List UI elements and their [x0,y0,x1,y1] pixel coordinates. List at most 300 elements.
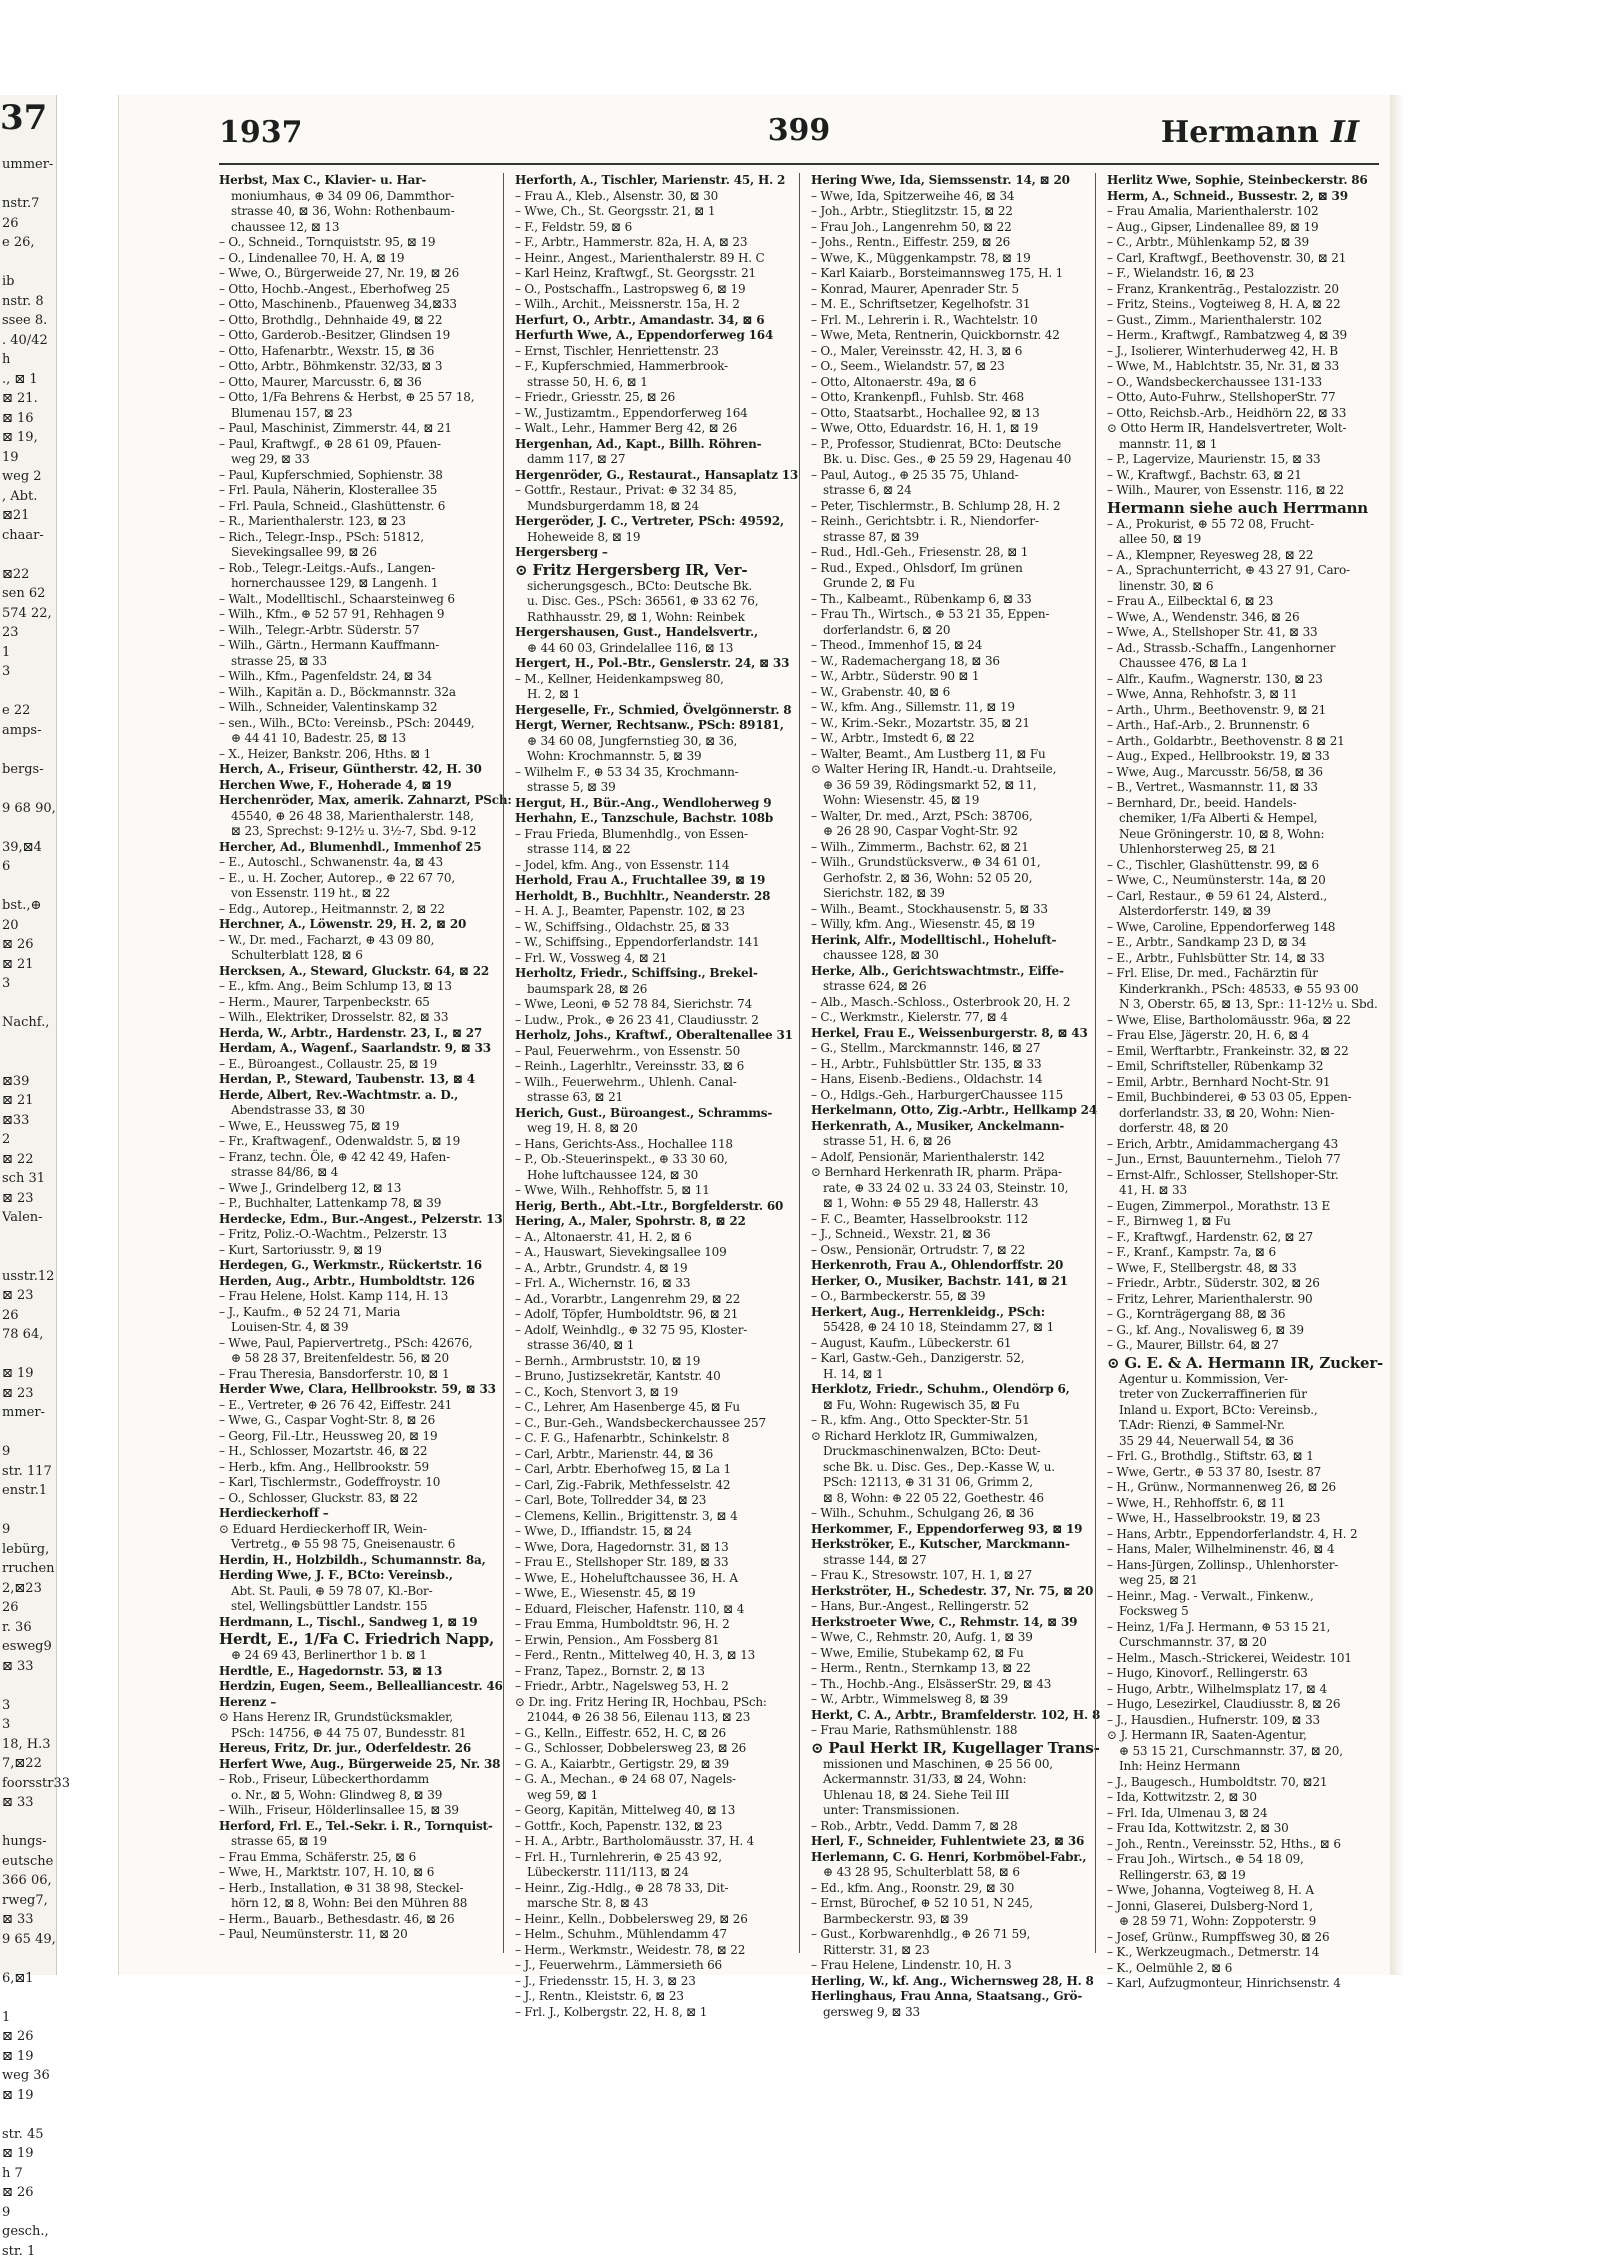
directory-entry: – Frl. W., Vossweg 4, ⊠ 21 [515,951,787,967]
directory-entry: – Rich., Telegr.-Insp., PSch: 51812, [219,530,491,546]
directory-entry: – Ernst-Alfr., Schlosser, Stellshoper-Str. [1107,1168,1379,1184]
directory-entry: – Aug., Exped., Hellbrookstr. 19, ⊠ 33 [1107,749,1379,765]
directory-entry-continuation: 35 29 44, Neuerwall 54, ⊠ 36 [1107,1434,1379,1450]
directory-entry: – Wwe, A., Wendenstr. 346, ⊠ 26 [1107,610,1379,626]
directory-entry: – Otto, Arbtr., Böhmkenstr. 32/33, ⊠ 3 [219,359,491,375]
directory-entry: Herkelmann, Otto, Zig.-Arbtr., Hellkamp 24 [811,1103,1083,1119]
directory-entry: – C., Arbtr., Mühlenkamp 52, ⊠ 39 [1107,235,1379,251]
directory-entry: Herholz, Johs., Kraftwf., Oberaltenallee 31 [515,1028,787,1044]
directory-entry-continuation: Focksweg 5 [1107,1604,1379,1620]
directory-entry-continuation: ⊠ Fu, Wohn: Rugewisch 35, ⊠ Fu [811,1398,1083,1414]
directory-entry-continuation: Gerhofstr. 2, ⊠ 36, Wohn: 52 05 20, [811,871,1083,887]
directory-entry-continuation: Wohn: Krochmannstr. 5, ⊠ 39 [515,749,787,765]
previous-page-line: 9 [0,2203,56,2223]
directory-entry: – Walt., Lehr., Hammer Berg 42, ⊠ 26 [515,421,787,437]
directory-entry: – W., Krim.-Sekr., Mozartstr. 35, ⊠ 21 [811,716,1083,732]
directory-entry: – J., Friedensstr. 15, H. 3, ⊠ 23 [515,1974,787,1990]
directory-entry: Hergut, H., Bür.-Ang., Wendloherweg 9 [515,796,787,812]
directory-entry: Herling, W., kf. Ang., Wichernsweg 28, H. 8 [811,1974,1083,1990]
directory-entry: – O., Barmbeckerstr. 55, ⊠ 39 [811,1289,1083,1305]
directory-entry-continuation: u. Disc. Ges., PSch: 36561, ⊕ 33 62 76, [515,594,787,610]
directory-entry: Hereus, Fritz, Dr. jur., Oderfeldestr. 26 [219,1741,491,1757]
directory-entry-continuation: sicherungsgesch., BCto: Deutsche Bk. [515,579,787,595]
directory-entry: – Frau Theresia, Bansdorferstr. 10, ⊠ 1 [219,1367,491,1383]
directory-entry: – Ed., kfm. Ang., Roonstr. 29, ⊠ 30 [811,1881,1083,1897]
directory-entry: – Rud., Hdl.-Geh., Friesenstr. 28, ⊠ 1 [811,545,1083,561]
directory-entry-continuation: ⊕ 58 28 37, Breitenfeldestr. 56, ⊠ 20 [219,1351,491,1367]
directory-entry: – E., Arbtr., Sandkamp 23 D, ⊠ 34 [1107,935,1379,951]
directory-entry: – P., Professor, Studienrat, BCto: Deutsche [811,437,1083,453]
directory-entry-continuation: Rellingerstr. 63, ⊠ 19 [1107,1868,1379,1884]
directory-entry: – Wilh., Feuerwehrm., Uhlenh. Canal- [515,1075,787,1091]
previous-page-line: Nachf., [0,1013,56,1033]
directory-entry: Herm, A., Schneid., Bussestr. 2, ⊠ 39 [1107,189,1379,205]
directory-entry: – K., Oelmühle 2, ⊠ 6 [1107,1961,1379,1977]
directory-entry: – Frau Th., Wirtsch., ⊕ 53 21 35, Eppen- [811,607,1083,623]
previous-page-line [0,1345,56,1365]
directory-entry: Hermann siehe auch Herrmann [1107,499,1379,517]
directory-entry-continuation: ⊕ 28 59 71, Wohn: Zoppoterstr. 9 [1107,1914,1379,1930]
directory-entry: – Wilh., Grundstücksverw., ⊕ 34 61 01, [811,855,1083,871]
previous-page-line [0,2105,56,2125]
directory-entry: Hergenröder, G., Restaurat., Hansaplatz 13 [515,468,787,484]
directory-entry: – F., Kraftwgf., Hardenstr. 62, ⊠ 27 [1107,1230,1379,1246]
directory-entry: – Frau Marie, Rathsmühlenstr. 188 [811,1723,1083,1739]
directory-entry-continuation: Wohn: Wiesenstr. 45, ⊠ 19 [811,793,1083,809]
previous-page-line: ⊠ 21. [0,389,56,409]
directory-entry-continuation: marsche Str. 8, ⊠ 43 [515,1896,787,1912]
directory-entry: – O., Schneid., Tornquiststr. 95, ⊠ 19 [219,235,491,251]
directory-entry: Herkstroeter Wwe, C., Rehmstr. 14, ⊠ 39 [811,1615,1083,1631]
directory-entry: – Carl, Zig.-Fabrik, Methfesselstr. 42 [515,1478,787,1494]
directory-entry-continuation: strasse 84/86, ⊠ 4 [219,1165,491,1181]
previous-page-line: ., ⊠ 1 [0,370,56,390]
directory-entry-continuation: Hoheweide 8, ⊠ 19 [515,530,787,546]
directory-entry: – Bernh., Armbruststr. 10, ⊠ 19 [515,1354,787,1370]
directory-entry: – Hans-Jürgen, Zollinsp., Uhlenhorster- [1107,1558,1379,1574]
directory-entry: Herig, Berth., Abt.-Ltr., Borgfelderstr. 60 [515,1199,787,1215]
directory-entry: – Eugen, Zimmerpol., Morathstr. 13 E [1107,1199,1379,1215]
directory-entry-continuation: Inland u. Export, BCto: Vereinsb., [1107,1403,1379,1419]
directory-entry: – Frau Emma, Schäferstr. 25, ⊠ 6 [219,1850,491,1866]
directory-entry: – Friedr., Arbtr., Süderstr. 302, ⊠ 26 [1107,1276,1379,1292]
directory-entry-continuation: sche Bk. u. Disc. Ges., Dep.-Kasse W, u. [811,1460,1083,1476]
previous-page-line [0,740,56,760]
directory-entry: – Wilh., Friseur, Hölderlinsallee 15, ⊠ 39 [219,1803,491,1819]
previous-page-line: enstr.1 [0,1481,56,1501]
directory-entry: – Wwe, Caroline, Eppendorferweg 148 [1107,920,1379,936]
directory-entry-continuation: Abendstrasse 33, ⊠ 30 [219,1103,491,1119]
running-head [1161,115,1359,150]
directory-entry: – E., Autoschl., Schwanenstr. 4a, ⊠ 43 [219,855,491,871]
directory-entry: – Frl. Paula, Schneid., Glashüttenstr. 6 [219,499,491,515]
directory-entry: – Frl. A., Wichernstr. 16, ⊠ 33 [515,1276,787,1292]
directory-entry: – Ludw., Prok., ⊕ 26 23 41, Claudiusstr. 2 [515,1013,787,1029]
previous-page-line: 39,⊠4 [0,838,56,858]
previous-page-line: ⊠21 [0,506,56,526]
directory-entry: – Joh., Arbtr., Stieglitzstr. 15, ⊠ 22 [811,204,1083,220]
directory-entry: – Otto, Altonaerstr. 49a, ⊠ 6 [811,375,1083,391]
directory-entry-continuation: 21044, ⊕ 26 38 56, Eilenau 113, ⊠ 23 [515,1710,787,1726]
directory-entry: – Wilh., Zimmerm., Bachstr. 62, ⊠ 21 [811,840,1083,856]
previous-page-line: ⊠ 19 [0,1364,56,1384]
directory-entry: Herder Wwe, Clara, Hellbrookstr. 59, ⊠ 33 [219,1382,491,1398]
previous-page-line [0,1228,56,1248]
directory-entry: – H. A., Arbtr., Bartholomäusstr. 37, H. 4 [515,1834,787,1850]
directory-entry-continuation: moniumhaus, ⊕ 34 09 06, Dammthor- [219,189,491,205]
directory-entry: – O., Wandsbeckerchaussee 131-133 [1107,375,1379,391]
directory-entry: Herdam, A., Wagenf., Saarlandstr. 9, ⊠ 33 [219,1041,491,1057]
directory-entry: – Rob., Telegr.-Leitgs.-Aufs., Langen- [219,561,491,577]
directory-entry: – Ad., Strassb.-Schaffn., Langenhorner [1107,641,1379,657]
directory-entry: – Paul, Autog., ⊕ 25 35 75, Uhland- [811,468,1083,484]
directory-entry-continuation: o. Nr., ⊠ 5, Wohn: Glindweg 8, ⊠ 39 [219,1788,491,1804]
previous-page-line: 26 [0,1306,56,1326]
directory-entry: – Helm., Masch.-Strickerei, Weidestr. 101 [1107,1651,1379,1667]
directory-entry-continuation: ⊕ 44 60 03, Grindelallee 116, ⊠ 13 [515,641,787,657]
directory-entry: Hercher, Ad., Blumenhdl., Immenhof 25 [219,840,491,856]
directory-entry: – Wilh., Kfm., ⊕ 52 57 91, Rehhagen 9 [219,607,491,623]
directory-entry-continuation: PSch: 14756, ⊕ 44 75 07, Bundesstr. 81 [219,1726,491,1742]
directory-entry: – Gust., Zimm., Marienthalerstr. 102 [1107,313,1379,329]
directory-entry-continuation: weg 59, ⊠ 1 [515,1788,787,1804]
previous-page-line: 20 [0,916,56,936]
previous-page-line: sch 31 [0,1169,56,1189]
directory-entry: – Wwe, H., Marktstr. 107, H. 10, ⊠ 6 [219,1865,491,1881]
directory-entry: – Wilh., Maurer, von Essenstr. 116, ⊠ 22 [1107,483,1379,499]
directory-entry: – Wwe, A., Stellshoper Str. 41, ⊠ 33 [1107,625,1379,641]
directory-entry: – G. A., Mechan., ⊕ 24 68 07, Nagels- [515,1772,787,1788]
directory-entry: – Otto, Reichsb.-Arb., Heidhörn 22, ⊠ 33 [1107,406,1379,422]
directory-entry-continuation: ⊕ 26 28 90, Caspar Voght-Str. 92 [811,824,1083,840]
directory-entry: – P., Lagervize, Maurienstr. 15, ⊠ 33 [1107,452,1379,468]
directory-entry: Herenz – [219,1695,491,1711]
previous-page-line [0,994,56,1014]
directory-entry: – Jodel, kfm. Ang., von Essenstr. 114 [515,858,787,874]
directory-entry: – Ernst, Bürochef, ⊕ 52 10 51, N 245, [811,1896,1083,1912]
directory-entry-continuation: damm 117, ⊠ 27 [515,452,787,468]
directory-entry: – C., Tischler, Glashüttenstr. 99, ⊠ 6 [1107,858,1379,874]
directory-entry: – Frl. J., Kolbergstr. 22, H. 8, ⊠ 1 [515,2005,787,2021]
directory-entry-continuation: weg 25, ⊠ 21 [1107,1573,1379,1589]
directory-entry: – Wwe, H., Hasselbrookstr. 19, ⊠ 23 [1107,1511,1379,1527]
directory-entry: – A., Hauswart, Sievekingsallee 109 [515,1245,787,1261]
directory-entry-continuation: 41, H. ⊠ 33 [1107,1183,1379,1199]
directory-entry: – Paul, Neumünsterstr. 11, ⊠ 20 [219,1927,491,1943]
directory-entry: – Emil, Buchbinderei, ⊕ 53 03 05, Eppen- [1107,1090,1379,1106]
directory-entry: – Otto, Staatsarbt., Hochallee 92, ⊠ 13 [811,406,1083,422]
directory-entry: – F., Wielandstr. 16, ⊠ 23 [1107,266,1379,282]
directory-entry: – Arth., Haf.-Arb., 2. Brunnenstr. 6 [1107,718,1379,734]
previous-page-line [0,818,56,838]
directory-entry: – Otto, Brothdlg., Dehnhaide 49, ⊠ 22 [219,313,491,329]
directory-entry-continuation: weg 29, ⊠ 33 [219,452,491,468]
directory-entry: – A., Sprachunterricht, ⊕ 43 27 91, Caro- [1107,563,1379,579]
directory-entry-continuation: strasse 51, H. 6, ⊠ 26 [811,1134,1083,1150]
previous-page-line [0,1676,56,1696]
previous-page-line: nstr. 8 [0,292,56,312]
directory-entry: – Frau A., Kleb., Alsenstr. 30, ⊠ 30 [515,189,787,205]
directory-entry-continuation: Agentur u. Kommission, Ver- [1107,1372,1379,1388]
previous-page-line: 9 [0,1442,56,1462]
directory-entry: ⊙ Dr. ing. Fritz Hering IR, Hochbau, PSch: [515,1695,787,1711]
directory-entry: – Jonni, Glaserei, Dulsberg-Nord 1, [1107,1899,1379,1915]
previous-page-line: ⊠ 26 [0,935,56,955]
directory-entry-continuation: treter von Zuckerraffinerien für [1107,1387,1379,1403]
previous-page-line: 78 64, [0,1325,56,1345]
previous-page-line: ⊠ 19 [0,2047,56,2067]
directory-entry: – R., Marienthalerstr. 123, ⊠ 23 [219,514,491,530]
previous-page-line: bergs- [0,760,56,780]
directory-entry: Hergeröder, J. C., Vertreter, PSch: 49592, [515,514,787,530]
directory-entry-continuation: T.Adr: Rienzi, ⊕ Sammel-Nr. [1107,1418,1379,1434]
directory-entry: – W., Arbtr., Imstedt 6, ⊠ 22 [811,731,1083,747]
previous-page-line: weg 2 [0,467,56,487]
directory-entry: Herkert, Aug., Herrenkleidg., PSch: [811,1305,1083,1321]
directory-entry-continuation: Sierichstr. 182, ⊠ 39 [811,886,1083,902]
directory-entry-continuation: von Essenstr. 119 ht., ⊠ 22 [219,886,491,902]
previous-page-line: 6,⊠1 [0,1969,56,1989]
directory-entry: – Friedr., Arbtr., Nagelsweg 53, H. 2 [515,1679,787,1695]
directory-entry: – Rud., Exped., Ohlsdorf, Im grünen [811,561,1083,577]
directory-entry: Herhold, Frau A., Fruchtallee 39, ⊠ 19 [515,873,787,889]
previous-page-line [0,253,56,273]
directory-entry: ⊙ Eduard Herdieckerhoff IR, Wein- [219,1522,491,1538]
directory-entry: – Frau Else, Jägerstr. 20, H. 6, ⊠ 4 [1107,1028,1379,1044]
directory-entry: – O., Schlosser, Gluckstr. 83, ⊠ 22 [219,1491,491,1507]
column-divider [1095,173,1096,1953]
directory-entry: – E., Arbtr., Fuhlsbütter Str. 14, ⊠ 33 [1107,951,1379,967]
directory-entry: Hergeselle, Fr., Schmied, Övelgönnerstr. 8 [515,703,787,719]
running-head-name: Hermann [1161,115,1319,150]
directory-entry: – Ferd., Rentn., Mittelweg 40, H. 3, ⊠ 13 [515,1648,787,1664]
directory-entry: – P., Buchhalter, Lattenkamp 78, ⊠ 39 [219,1196,491,1212]
directory-entry: Herlitz Wwe, Sophie, Steinbeckerstr. 86 [1107,173,1379,189]
directory-entry-continuation: dorferstr. 48, ⊠ 20 [1107,1121,1379,1137]
directory-entry: – Bernhard, Dr., beeid. Handels- [1107,796,1379,812]
directory-entry: – Rob., Friseur, Lübeckerthordamm [219,1772,491,1788]
directory-entry: – C., Bur.-Geh., Wandsbeckerchaussee 257 [515,1416,787,1432]
directory-entry: – Frau Emma, Humboldtstr. 96, H. 2 [515,1617,787,1633]
directory-entry: – Wwe, E., Hoheluftchaussee 36, H. A [515,1571,787,1587]
directory-entry: – Karl, Aufzugmonteur, Hinrichsenstr. 4 [1107,1976,1379,1992]
previous-page-line: 1 [0,2008,56,2028]
directory-entry: – F., Kupferschmied, Hammerbrook- [515,359,787,375]
directory-entry: Herdmann, L., Tischl., Sandweg 1, ⊠ 19 [219,1615,491,1631]
directory-entry: – Franz, Krankentrāg., Pestalozzistr. 20 [1107,282,1379,298]
directory-entry: – Paul, Kupferschmied, Sophienstr. 38 [219,468,491,484]
directory-entry: – Otto, Auto-Fuhrw., StellshoperStr. 77 [1107,390,1379,406]
directory-entry-continuation: Vertretg., ⊕ 55 98 75, Gneisenaustr. 6 [219,1537,491,1553]
directory-entry: – Wilh., Kfm., Pagenfeldstr. 24, ⊠ 34 [219,669,491,685]
directory-entry: – Heinz, 1/Fa J. Hermann, ⊕ 53 15 21, [1107,1620,1379,1636]
directory-entry: – Wilh., Archit., Meissnerstr. 15a, H. 2 [515,297,787,313]
previous-page-line: 574 22, [0,604,56,624]
directory-entry: – G., Kornträgergang 88, ⊠ 36 [1107,1307,1379,1323]
directory-entry: – F., Feldstr. 59, ⊠ 6 [515,220,787,236]
directory-entry: – Friedr., Griesstr. 25, ⊠ 26 [515,390,787,406]
directory-entry: – Wwe, E., Wiesenstr. 45, ⊠ 19 [515,1586,787,1602]
directory-entry-continuation: chemiker, 1/Fa Alberti & Hempel, [1107,811,1379,827]
directory-entry: – Frau Ida, Kottwitzstr. 2, ⊠ 30 [1107,1821,1379,1837]
previous-page-line: ⊠ 19, [0,428,56,448]
previous-page-line: ssee 8. [0,311,56,331]
previous-page-line: h [0,350,56,370]
directory-entry: Herlinghaus, Frau Anna, Staatsang., Grö- [811,1989,1083,2005]
directory-entry: – Willy, kfm. Ang., Wiesenstr. 45, ⊠ 19 [811,917,1083,933]
directory-entry-continuation: ⊠ 23, Sprechst: 9-12½ u. 3½-7, Sbd. 9-12 [219,824,491,840]
previous-page-line: str. 117 [0,1462,56,1482]
directory-entry: ⊙ Richard Herklotz IR, Gummiwalzen, [811,1429,1083,1445]
directory-entry: – A., Klempner, Reyesweg 28, ⊠ 22 [1107,548,1379,564]
directory-entry: – Karl, Tischlermstr., Godeffroystr. 10 [219,1475,491,1491]
directory-entry: – Wilh., Elektriker, Drosselstr. 82, ⊠ 33 [219,1010,491,1026]
directory-entry: ⊙ G. E. & A. Hermann IR, Zucker- [1107,1354,1379,1372]
directory-entry: – Erwin, Pension., Am Fossberg 81 [515,1633,787,1649]
directory-entry: – Peter, Tischlermstr., B. Schlump 28, H. 2 [811,499,1083,515]
directory-entry-continuation: stel, Wellingsbüttler Landstr. 155 [219,1599,491,1615]
directory-entry: – Alfr., Kaufm., Wagnerstr. 130, ⊠ 23 [1107,672,1379,688]
previous-page-line: ⊠ 33 [0,1910,56,1930]
page-number: 399 [219,113,1379,148]
previous-page-line: ⊠ 23 [0,1384,56,1404]
directory-entry: – Frau Helene, Lindenstr. 10, H. 3 [811,1958,1083,1974]
directory-entry-continuation: Ritterstr. 31, ⊠ 23 [811,1943,1083,1959]
directory-entry: – Hans, Arbtr., Eppendorferlandstr. 4, H. 2 [1107,1527,1379,1543]
directory-entry: – G., Maurer, Billstr. 64, ⊠ 27 [1107,1338,1379,1354]
directory-entry: Herkströker, E., Kutscher, Marckmann- [811,1537,1083,1553]
previous-page-line: 3 [0,1715,56,1735]
directory-entry-continuation: Blumenau 157, ⊠ 23 [219,406,491,422]
directory-entry-continuation: Schulterblatt 128, ⊠ 6 [219,948,491,964]
directory-entry-continuation: ⊠ 8, Wohn: ⊕ 22 05 22, Goethestr. 46 [811,1491,1083,1507]
previous-page-line: str. 45 [0,2125,56,2145]
directory-entry: – E., kfm. Ang., Beim Schlump 13, ⊠ 13 [219,979,491,995]
directory-entry-continuation: Curschmannstr. 37, ⊠ 20 [1107,1635,1379,1651]
directory-entry: – August, Kaufm., Lübeckerstr. 61 [811,1336,1083,1352]
directory-entry-continuation: ⊕ 34 60 08, Jungfernstieg 30, ⊠ 36, [515,734,787,750]
directory-entry: – Heinr., Zig.-Hdlg., ⊕ 28 78 33, Dit- [515,1881,787,1897]
directory-entry: – Frau A., Eilbecktal 6, ⊠ 23 [1107,594,1379,610]
directory-entry: – Herm., Bauarb., Bethesdastr. 46, ⊠ 26 [219,1912,491,1928]
directory-entry: – Heinr., Angest., Marienthalerstr. 89 H. C [515,251,787,267]
directory-entry: – Wilh., Gärtn., Hermann Kauffmann- [219,638,491,654]
directory-entry: – Frl. Ida, Ulmenau 3, ⊠ 24 [1107,1806,1379,1822]
directory-entry: – W., Arbtr., Süderstr. 90 ⊠ 1 [811,669,1083,685]
directory-entry: – G., Kelln., Eiffestr. 652, H. C, ⊠ 26 [515,1726,787,1742]
previous-page-line: rruchen [0,1559,56,1579]
directory-entry-continuation: N 3, Oberstr. 65, ⊠ 13, Spr.: 11-12½ u. Sbd. [1107,997,1379,1013]
directory-entry: – W., Schiffsing., Oldachstr. 25, ⊠ 33 [515,920,787,936]
directory-entry: – H., Schlosser, Mozartstr. 46, ⊠ 22 [219,1444,491,1460]
directory-entry: Herden, Aug., Arbtr., Humboldtstr. 126 [219,1274,491,1290]
directory-entry-continuation: Barmbeckerstr. 93, ⊠ 39 [811,1912,1083,1928]
directory-entry: – Erich, Arbtr., Amidammachergang 43 [1107,1137,1379,1153]
directory-entry-continuation: mannstr. 11, ⊠ 1 [1107,437,1379,453]
directory-entry: Herker, O., Musiker, Bachstr. 141, ⊠ 21 [811,1274,1083,1290]
directory-entry: – Hans, Bur.-Angest., Rellingerstr. 52 [811,1599,1083,1615]
previous-page-line [0,682,56,702]
directory-entry: – W., Grabenstr. 40, ⊠ 6 [811,685,1083,701]
previous-page-line: esweg9 [0,1637,56,1657]
directory-entry: Herding Wwe, J. F., BCto: Vereinsb., [219,1568,491,1584]
directory-entry: – Georg, Kapitän, Mittelweg 40, ⊠ 13 [515,1803,787,1819]
directory-entry: – Paul, Maschinist, Zimmerstr. 44, ⊠ 21 [219,421,491,437]
directory-entry-continuation: allee 50, ⊠ 19 [1107,532,1379,548]
directory-entry: – C., Werkmstr., Kielerstr. 77, ⊠ 4 [811,1010,1083,1026]
directory-entry: – Herm., Werkmstr., Weidestr. 78, ⊠ 22 [515,1943,787,1959]
directory-entry: – Karl, Gastw.-Geh., Danzigerstr. 52, [811,1351,1083,1367]
directory-entry: – Georg, Fil.-Ltr., Heussweg 20, ⊠ 19 [219,1429,491,1445]
directory-entry: – J., Kaufm., ⊕ 52 24 71, Maria [219,1305,491,1321]
directory-entry-continuation: strasse 65, ⊠ 19 [219,1834,491,1850]
directory-entry: – K., Werkzeugmach., Detmerstr. 14 [1107,1945,1379,1961]
previous-page-line: ⊠ 22 [0,1150,56,1170]
directory-entry: Hergersberg – [515,545,787,561]
previous-page-line: ib [0,272,56,292]
previous-page-line [0,1813,56,1833]
directory-entry-continuation: Kinderkrankh., PSch: 48533, ⊕ 55 93 00 [1107,982,1379,998]
directory-entry: – Alb., Masch.-Schloss., Osterbrook 20, H. 2 [811,995,1083,1011]
directory-entry: – W., Kraftwgf., Bachstr. 63, ⊠ 21 [1107,468,1379,484]
directory-entry: – Bruno, Justizsekretär, Kantstr. 40 [515,1369,787,1385]
directory-entry-continuation: ⊠ 1, Wohn: ⊕ 55 29 48, Hallerstr. 43 [811,1196,1083,1212]
previous-page-line [0,1988,56,2008]
directory-entry: – F., Kranf., Kampstr. 7a, ⊠ 6 [1107,1245,1379,1261]
directory-entry: – Joh., Rentn., Vereinsstr. 52, Hths., ⊠ 6 [1107,1837,1379,1853]
directory-entry: – Walter, Beamt., Am Lustberg 11, ⊠ Fu [811,747,1083,763]
directory-entry: – Wwe, Meta, Rentnerin, Quickbornstr. 42 [811,328,1083,344]
directory-entry-continuation: ⊕ 36 59 39, Rödingsmarkt 52, ⊠ 11, [811,778,1083,794]
directory-entry: – Wilh., Kapitän a. D., Böckmannstr. 32a [219,685,491,701]
directory-entry: – Franz, Tapez., Bornstr. 2, ⊠ 13 [515,1664,787,1680]
directory-entry: Hergert, H., Pol.-Btr., Genslerstr. 24, ⊠ 33 [515,656,787,672]
previous-page-line [0,1423,56,1443]
directory-entry: – W., Justizamtm., Eppendorferweg 164 [515,406,787,422]
directory-entry-continuation: Alsterdorferstr. 149, ⊠ 39 [1107,904,1379,920]
directory-entry: Herchen Wwe, F., Hoherade 4, ⊠ 19 [219,778,491,794]
directory-entry-continuation: missionen und Maschinen, ⊕ 25 56 00, [811,1757,1083,1773]
previous-page-line: ⊠ 23 [0,1286,56,1306]
directory-entry: – Emil, Werftarbtr., Frankeinstr. 32, ⊠ 22 [1107,1044,1379,1060]
directory-entry: – Th., Kalbeamt., Rübenkamp 6, ⊠ 33 [811,592,1083,608]
directory-entry: – Frau Frieda, Blumenhdlg., von Essen- [515,827,787,843]
directory-entry-continuation: unter: Transmissionen. [811,1803,1083,1819]
directory-entry: – Wwe, M., Hablchtstr. 35, Nr. 31, ⊠ 33 [1107,359,1379,375]
directory-entry-continuation: strasse 6, ⊠ 24 [811,483,1083,499]
directory-entry: – Otto, 1/Fa Behrens & Herbst, ⊕ 25 57 18, [219,390,491,406]
directory-entry: Hering, A., Maler, Spohrstr. 8, ⊠ 22 [515,1214,787,1230]
previous-page-line: 9 65 49, [0,1930,56,1950]
directory-entry: Herich, Gust., Büroangest., Schramms- [515,1106,787,1122]
header-rule [219,163,1379,165]
directory-entry: – B., Vertret., Wasmannstr. 11, ⊠ 33 [1107,780,1379,796]
directory-entry: Herink, Alfr., Modelltischl., Hoheluft- [811,933,1083,949]
directory-entry: – Clemens, Kellin., Brigittenstr. 3, ⊠ 4 [515,1509,787,1525]
directory-entry: Hergt, Werner, Rechtsanw., PSch: 89181, [515,718,787,734]
previous-page-line: ⊠33 [0,1111,56,1131]
directory-entry: – Otto, Maurer, Marcusstr. 6, ⊠ 36 [219,375,491,391]
previous-page-line: ⊠ 21 [0,1091,56,1111]
directory-entry: Herkenrath, A., Musiker, Anckelmann- [811,1119,1083,1135]
directory-entry: – Reinh., Gerichtsbtr. i. R., Niendorfer- [811,514,1083,530]
previous-page-line [0,1052,56,1072]
directory-entry: Herchenröder, Max, amerik. Zahnarzt, PSch: [219,793,491,809]
directory-entry: – Otto, Garderob.-Besitzer, Glindsen 19 [219,328,491,344]
directory-entry: Herklotz, Friedr., Schuhm., Olendörp 6, [811,1382,1083,1398]
directory-entry: Herdecke, Edm., Bur.-Angest., Pelzerstr. 13 [219,1212,491,1228]
directory-entry: – Walter, Dr. med., Arzt, PSch: 38706, [811,809,1083,825]
